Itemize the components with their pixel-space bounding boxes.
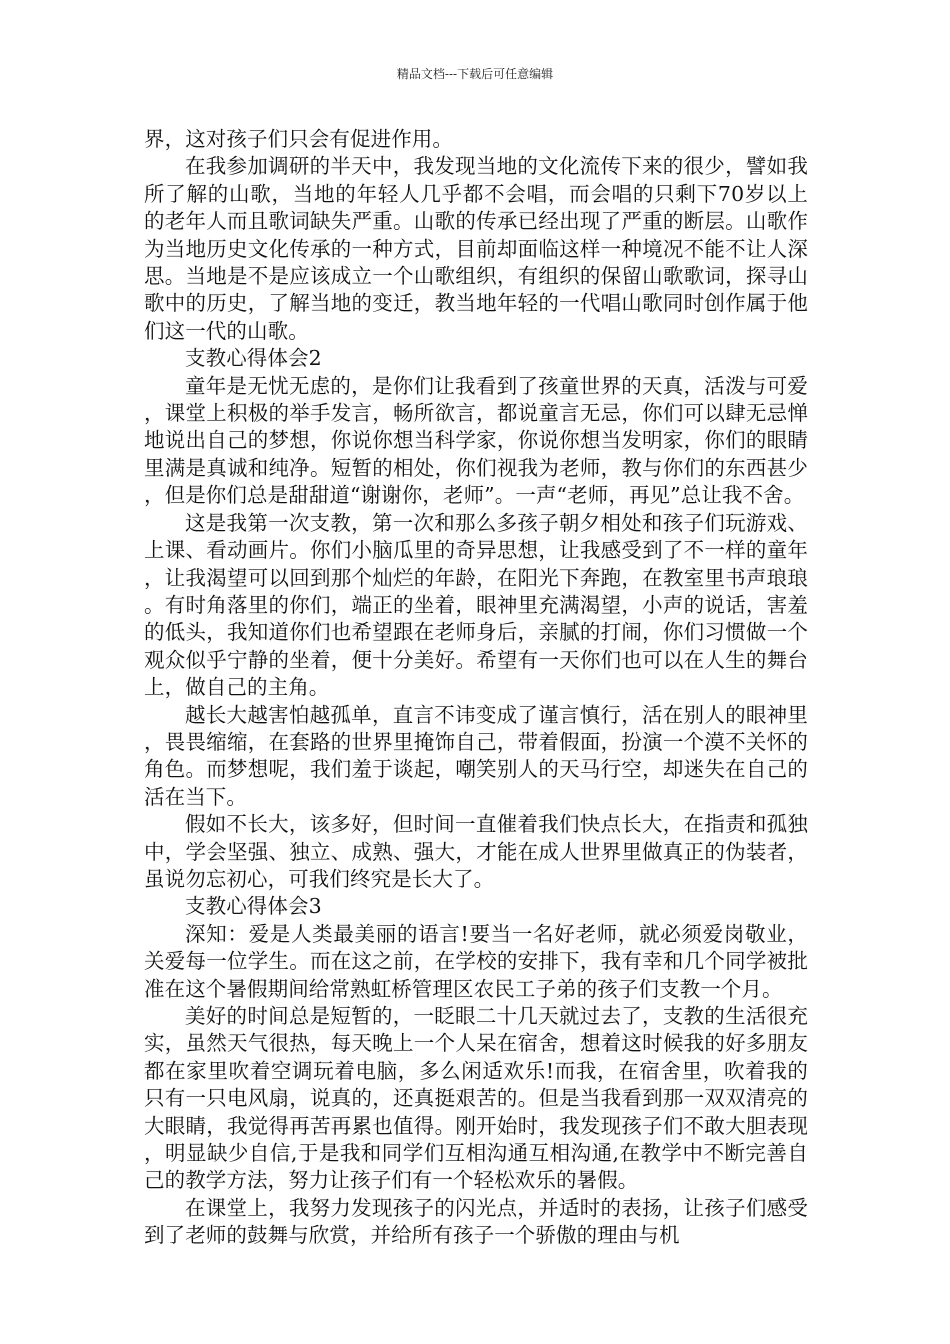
paragraph: 这是我第一次支教，第一次和那么多孩子朝夕相处和孩子们玩游戏、上课、看动画片。你们小脑瓜里的奇异思想，让我感受到了不一样的童年，让我渴望可以回到那个灿烂的年龄，在阳光下奔跑，在教室里书声琅琅。有时角落里的你们，端正的坐着，眼神里充满渴望，小声的说话，害羞的低头，我知道你们也希望跟在老师身后，亲腻的打闹，你们习惯做一个观众似乎宁静的坐着，便十分美好。希望有一天你们也可以在人生的舞台上，做自己的主角。 <box>144 510 808 700</box>
paragraph: 在课堂上，我努力发现孩子的闪光点，并适时的表扬，让孩子们感受到了老师的鼓舞与欣赏，并给所有孩子一个骄傲的理由与机 <box>144 1195 808 1248</box>
document-body <box>144 126 808 1250</box>
paragraph: 美好的时间总是短暂的，一眨眼二十几天就过去了，支教的生活很充实，虽然天气很热，每天晚上一个人呆在宿舍，想着这时候我的好多朋友都在家里吹着空调玩着电脑，多么闲适欢乐!而我，在宿舍里，吹着我的只有一只电风扇，说真的，还真挺艰苦的。但是当我看到那一双双清亮的大眼睛，我觉得再苦再累也值得。刚开始时，我发现孩子们不敢大胆表现，明显缺少自信,于是我和同学们互相沟通互相沟通,在教学中不断完善自己的教学方法，努力让孩子们有一个轻松欢乐的暑假。 <box>144 1004 808 1193</box>
paragraph: 假如不长大，该多好，但时间一直催着我们快点长大，在指责和孤独中，学会坚强、独立、成熟、强大，才能在成人世界里做真正的伪装者，虽说勿忘初心，可我们终究是长大了。 <box>144 812 808 891</box>
section-heading: 支教心得体会3 <box>185 894 322 919</box>
paragraph: 在我参加调研的半天中，我发现当地的文化流传下来的很少，譬如我所了解的山歌，当地的年轻人几乎都不会唱，而会唱的只剩下70岁以上的老年人而且歌词缺失严重。山歌的传承已经出现了严重的断层。山歌作为当地历史文化传承的一种方式，目前却面临这样一种境况不能不让人深思。当地是不是应该成立一个山歌组织，有组织的保留山歌歌词，探寻山歌中的历史，了解当地的变迁，教当地年轻的一代唱山歌同时创作属于他们这一代的山歌。 <box>144 154 808 343</box>
page-header: 精品文档---下载后可任意编辑 <box>396 67 554 81</box>
section-heading: 支教心得体会2 <box>185 346 322 371</box>
paragraph: 深知：爱是人类最美丽的语言!要当一名好老师，就必须爱岗敬业，关爱每一位学生。而在这之前，在学校的安排下，我有幸和几个同学被批准在这个暑假期间给常熟虹桥管理区农民工子弟的孩子们支教一个月。 <box>144 921 808 1001</box>
paragraph: 童年是无忧无虑的，是你们让我看到了孩童世界的天真，活泼与可爱，课堂上积极的举手发言，畅所欲言，都说童言无忌，你们可以肆无忌惮地说出自己的梦想，你说你想当科学家，你说你想当发明家，你们的眼睛里满是真诚和纯净。短暂的相处，你们视我为老师，教与你们的东西甚少，但是你们总是甜甜道“谢谢你，老师”。一声“老师，再见”总让我不舍。 <box>144 373 808 508</box>
paragraph: 界，这对孩子们只会有促进作用。 <box>144 127 453 151</box>
paragraph: 越长大越害怕越孤单，直言不讳变成了谨言慎行，活在别人的眼神里，畏畏缩缩，在套路的世界里掩饰自己，带着假面，扮演一个漠不关怀的角色。而梦想呢，我们羞于谈起，嘲笑别人的天马行空，却迷失在自己的活在当下。 <box>144 702 808 809</box>
